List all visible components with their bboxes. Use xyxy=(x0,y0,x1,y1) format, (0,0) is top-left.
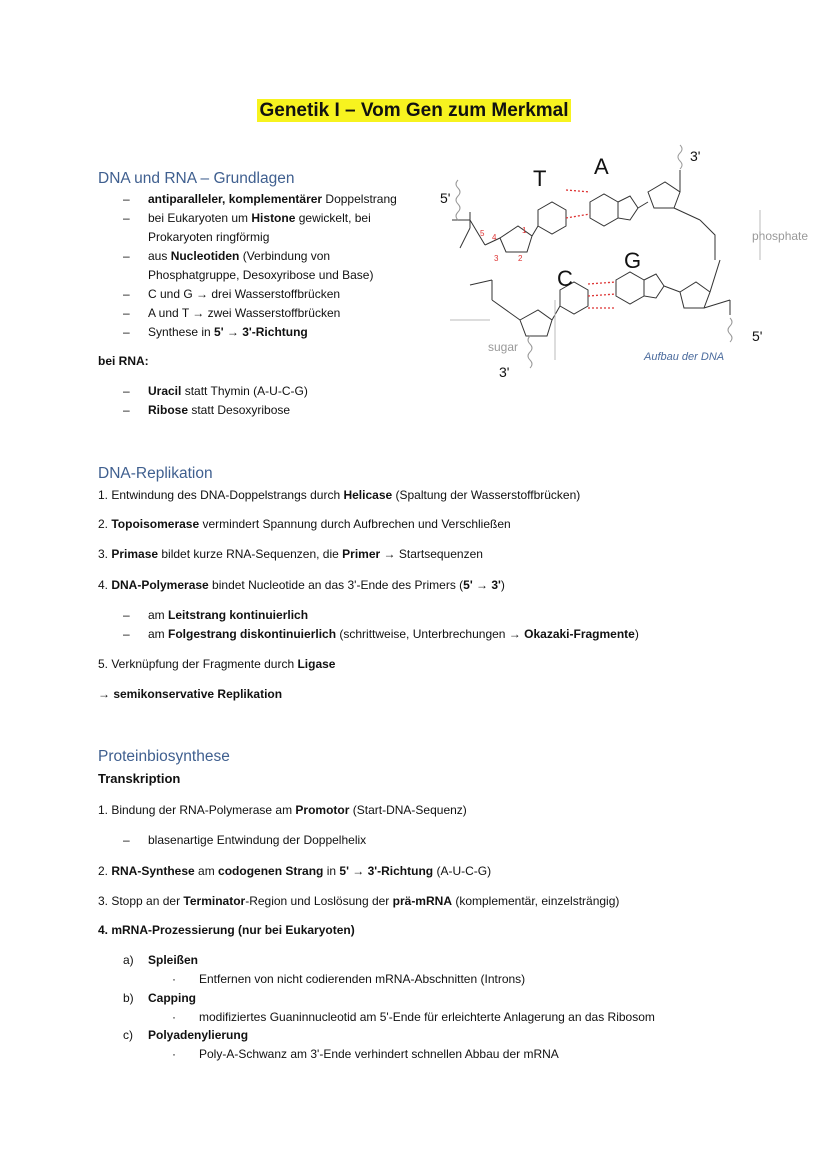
sugar-label: sugar xyxy=(488,340,519,354)
list-item: Phosphatgruppe, Desoxyribose und Base) xyxy=(148,268,374,282)
replikation-sublist xyxy=(123,606,639,644)
subheading-transkription: Transkription xyxy=(98,771,181,786)
transkription-step-2: 2. RNA-Synthese am codogenen Strang in 5' → 3'-Richtung (A-U-C-G) xyxy=(98,864,492,878)
phosphate-label: phosphate xyxy=(752,229,809,243)
list-item: – antiparalleler, komplementärer Doppelstrang xyxy=(123,192,397,206)
list-item: – Ribose statt Desoxyribose xyxy=(123,403,291,417)
transkription-step-3: 3. Stopp an der Terminator-Region und Loslösung der prä-mRNA (komplementär, einzelsträngig) xyxy=(98,894,620,908)
base-label-c: C xyxy=(557,266,573,291)
figure-caption: Aufbau der DNA xyxy=(644,351,725,363)
list-item: – C und G → drei Wasserstoffbrücken xyxy=(123,287,341,301)
label-3-prime-bottom: 3' xyxy=(499,364,510,380)
label-3-prime-top: 3' xyxy=(690,148,701,164)
page-title-wrap xyxy=(0,100,828,122)
processing-item-b: b) Capping xyxy=(123,991,196,1005)
list-item: Prokaryoten ringförmig xyxy=(148,230,270,244)
label-5-prime-right: 5' xyxy=(752,328,763,344)
processing-item-c: c) Polyadenylierung xyxy=(123,1028,249,1042)
base-label-a: A xyxy=(594,154,609,179)
replikation-result: → semikonservative Replikation xyxy=(98,687,283,701)
replikation-step-5: 5. Verknüpfung der Fragmente durch Ligase xyxy=(98,657,336,671)
list-item: – Uracil statt Thymin (A-U-C-G) xyxy=(123,384,308,398)
rna-label: bei RNA: xyxy=(98,354,149,368)
list-item: – am Leitstrang kontinuierlich xyxy=(123,608,309,622)
list-item: – bei Eukaryoten um Histone gewickelt, bei xyxy=(123,211,371,225)
base-label-g: G xyxy=(624,248,642,273)
replikation-step-1: 1. Entwindung des DNA-Doppelstrangs durch Helicase (Spaltung der Wasserstoffbrücken) xyxy=(98,488,581,502)
replikation-step-2: 2. Topoisomerase vermindert Spannung durch Aufbrechen und Verschließen xyxy=(98,517,511,531)
list-item: – aus Nucleotiden (Verbindung von xyxy=(123,249,331,263)
base-label-t: T xyxy=(533,166,547,191)
list-item: – am Folgestrang diskontinuierlich (schrittweise, Unterbrechungen → Okazaki-Fragmente) xyxy=(123,627,639,641)
heading-dna-rna: DNA und RNA – Grundlagen xyxy=(98,170,295,187)
dna-rna-list xyxy=(123,190,397,342)
transkription-sublist xyxy=(123,831,366,850)
carbon-number: 1 xyxy=(522,226,527,235)
label-5-prime-left: 5' xyxy=(440,190,451,206)
page-title: Genetik I – Vom Gen zum Merkmal xyxy=(259,100,569,121)
transkription-step-1: 1. Bindung der RNA-Polymerase am Promotor (Start-DNA-Sequenz) xyxy=(98,803,467,817)
heading-replikation: DNA-Replikation xyxy=(98,465,213,482)
rna-list xyxy=(123,382,308,420)
transkription-step-4: 4. mRNA-Prozessierung (nur bei Eukaryoten) xyxy=(98,923,355,937)
carbon-number: 5 xyxy=(480,229,485,238)
list-item: – Synthese in 5' → 3'-Richtung xyxy=(123,325,308,339)
replikation-step-3: 3. Primase bildet kurze RNA-Sequenzen, die Primer → Startsequenzen xyxy=(98,547,483,561)
list-item: – A und T → zwei Wasserstoffbrücken xyxy=(123,306,341,320)
processing-item-a: a) Spleißen xyxy=(123,953,199,967)
heading-proteinbiosynthese: Proteinbiosynthese xyxy=(98,748,230,765)
carbon-number: 2 xyxy=(518,254,523,263)
carbon-number: 4 xyxy=(492,233,497,242)
carbon-number: 3 xyxy=(494,254,499,263)
list-item: – blasenartige Entwindung der Doppelhelix xyxy=(123,833,367,847)
replikation-step-4: 4. DNA-Polymerase bindet Nucleotide an das 3'-Ende des Primers (5' → 3') xyxy=(98,578,505,592)
